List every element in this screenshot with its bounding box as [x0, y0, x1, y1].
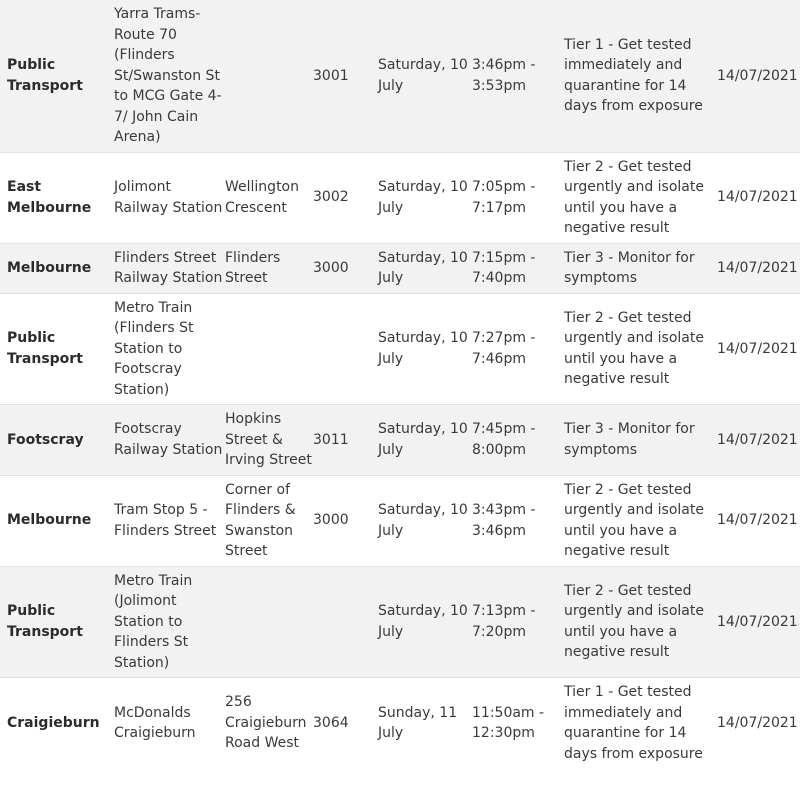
exposure-date-cell: Saturday, 10 July — [378, 566, 472, 678]
postcode-cell: 3000 — [313, 243, 378, 293]
date-added-cell: 14/07/2021 — [717, 243, 800, 293]
postcode-cell: 3064 — [313, 678, 378, 769]
address-cell: Hopkins Street & Irving Street — [225, 405, 313, 476]
address-cell — [225, 293, 313, 405]
address-cell: Flinders Street — [225, 243, 313, 293]
date-added-cell: 14/07/2021 — [717, 0, 800, 152]
site-cell: Metro Train (Jolimont Station to Flinders St Station) — [114, 566, 225, 678]
postcode-cell — [313, 566, 378, 678]
exposure-date-cell: Saturday, 10 July — [378, 405, 472, 476]
table-row — [0, 152, 800, 243]
address-cell — [225, 566, 313, 678]
exposure-time-cell: 7:27pm - 7:46pm — [472, 293, 564, 405]
exposure-time-cell: 3:46pm - 3:53pm — [472, 0, 564, 152]
date-added-cell: 14/07/2021 — [717, 566, 800, 678]
date-added-cell: 14/07/2021 — [717, 405, 800, 476]
postcode-cell — [313, 293, 378, 405]
date-added-cell: 14/07/2021 — [717, 475, 800, 566]
suburb-cell: East Melbourne — [0, 152, 114, 243]
date-added-cell: 14/07/2021 — [717, 678, 800, 769]
address-cell: 256 Craigieburn Road West — [225, 678, 313, 769]
site-cell: Jolimont Railway Station — [114, 152, 225, 243]
exposure-time-cell: 7:05pm - 7:17pm — [472, 152, 564, 243]
date-added-cell: 14/07/2021 — [717, 293, 800, 405]
site-cell: Yarra Trams- Route 70 (Flinders St/Swanston St to MCG Gate 4-7/ John Cain Arena) — [114, 0, 225, 152]
table-row — [0, 0, 800, 152]
health-advice-cell: Tier 3 - Monitor for symptoms — [564, 243, 717, 293]
address-cell: Corner of Flinders & Swanston Street — [225, 475, 313, 566]
site-cell: Flinders Street Railway Station — [114, 243, 225, 293]
exposure-time-cell: 3:43pm - 3:46pm — [472, 475, 564, 566]
health-advice-cell: Tier 1 - Get tested immediately and quarantine for 14 days from exposure — [564, 678, 717, 769]
table-row — [0, 475, 800, 566]
site-cell: Footscray Railway Station — [114, 405, 225, 476]
suburb-cell: Public Transport — [0, 293, 114, 405]
health-advice-cell: Tier 2 - Get tested urgently and isolate until you have a negative result — [564, 566, 717, 678]
suburb-cell: Public Transport — [0, 0, 114, 152]
postcode-cell: 3001 — [313, 0, 378, 152]
table-row — [0, 566, 800, 678]
exposure-time-cell: 7:15pm - 7:40pm — [472, 243, 564, 293]
health-advice-cell: Tier 2 - Get tested urgently and isolate until you have a negative result — [564, 152, 717, 243]
table-row — [0, 243, 800, 293]
exposure-date-cell: Sunday, 11 July — [378, 678, 472, 769]
health-advice-cell: Tier 2 - Get tested urgently and isolate until you have a negative result — [564, 475, 717, 566]
exposure-date-cell: Saturday, 10 July — [378, 243, 472, 293]
postcode-cell: 3002 — [313, 152, 378, 243]
exposure-time-cell: 7:13pm - 7:20pm — [472, 566, 564, 678]
exposure-time-cell: 7:45pm - 8:00pm — [472, 405, 564, 476]
address-cell: Wellington Crescent — [225, 152, 313, 243]
site-cell: McDonalds Craigieburn — [114, 678, 225, 769]
exposure-date-cell: Saturday, 10 July — [378, 475, 472, 566]
table-row — [0, 405, 800, 476]
suburb-cell: Public Transport — [0, 566, 114, 678]
health-advice-cell: Tier 2 - Get tested urgently and isolate until you have a negative result — [564, 293, 717, 405]
exposure-date-cell: Saturday, 10 July — [378, 293, 472, 405]
health-advice-cell: Tier 3 - Monitor for symptoms — [564, 405, 717, 476]
exposure-date-cell: Saturday, 10 July — [378, 0, 472, 152]
suburb-cell: Craigieburn — [0, 678, 114, 769]
postcode-cell: 3011 — [313, 405, 378, 476]
address-cell — [225, 0, 313, 152]
suburb-cell: Melbourne — [0, 475, 114, 566]
postcode-cell: 3000 — [313, 475, 378, 566]
table-row — [0, 293, 800, 405]
suburb-cell: Footscray — [0, 405, 114, 476]
table-row — [0, 678, 800, 769]
date-added-cell: 14/07/2021 — [717, 152, 800, 243]
site-cell: Tram Stop 5 - Flinders Street — [114, 475, 225, 566]
suburb-cell: Melbourne — [0, 243, 114, 293]
site-cell: Metro Train (Flinders St Station to Footscray Station) — [114, 293, 225, 405]
exposure-time-cell: 11:50am - 12:30pm — [472, 678, 564, 769]
exposure-date-cell: Saturday, 10 July — [378, 152, 472, 243]
health-advice-cell: Tier 1 - Get tested immediately and quarantine for 14 days from exposure — [564, 0, 717, 152]
